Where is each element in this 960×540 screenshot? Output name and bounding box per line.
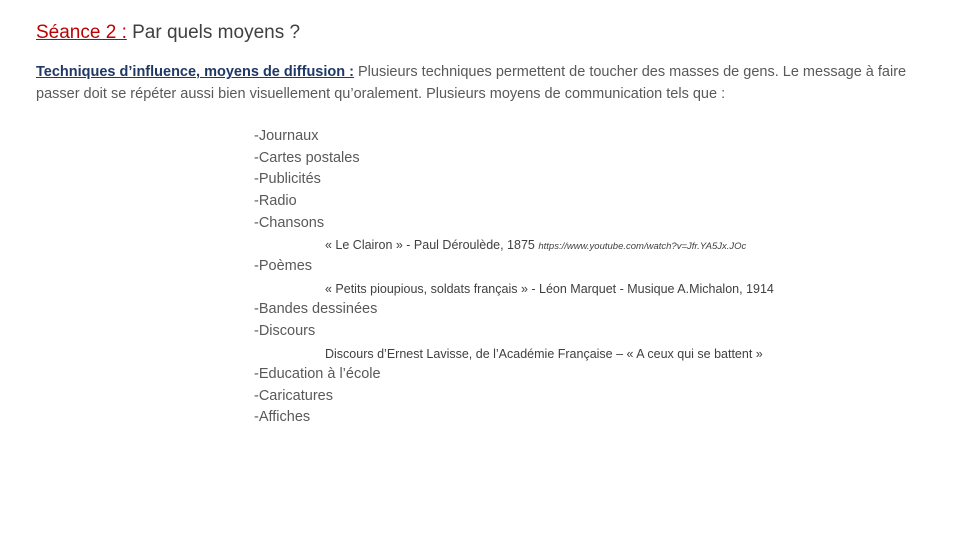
list-item-poemes: -Poèmes — [254, 258, 313, 274]
list-item-education: -Education à l’école — [254, 366, 381, 382]
chansons-example-url[interactable]: https://www.youtube.com/watch?v=Jfr.YA5Jx.JOc — [538, 241, 747, 252]
list-item-affiches: -Affiches — [254, 409, 311, 425]
intro-heading: Techniques d’influence, moyens de diffusion : — [36, 64, 354, 80]
poemes-example: « Petits pioupious, soldats français » - Léon Marquet - Musique A.Michalon, 1914 — [325, 282, 774, 296]
list-item-radio: -Radio — [254, 193, 297, 209]
list-item-caricatures: -Caricatures — [254, 388, 333, 404]
list-item-journaux: -Journaux — [254, 128, 319, 144]
list-item-publicites: -Publicités — [254, 171, 321, 187]
list-item-cartes-postales: -Cartes postales — [254, 150, 360, 166]
title-text: Par quels moyens ? — [126, 22, 301, 43]
session-label: Séance 2 : — [36, 22, 127, 43]
list-item-discours: -Discours — [254, 323, 316, 339]
intro-body: Plusieurs techniques permettent de toucher des masses de gens. Le message à faire passer doit se répéter aussi bien visuellement qu’oralement. Plusieurs moyens de communication tels que : — [36, 64, 907, 102]
chansons-example-text: « Le Clairon » - Paul Déroulède, 1875 — [325, 238, 535, 252]
chansons-example — [325, 238, 746, 252]
discours-example: Discours d’Ernest Lavisse, de l’Académie Française – « A ceux qui se battent » — [325, 347, 763, 361]
list-item-chansons: -Chansons — [254, 215, 325, 231]
intro-paragraph — [36, 62, 916, 105]
slide-title — [36, 22, 300, 44]
list-item-bandes-dessinees: -Bandes dessinées — [254, 301, 378, 317]
